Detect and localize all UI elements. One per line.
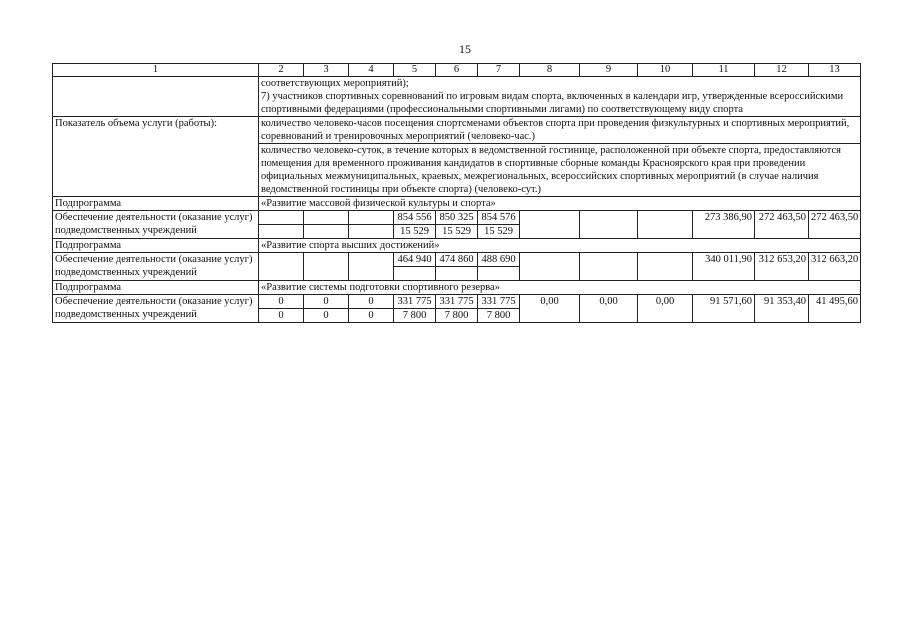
table-row xyxy=(53,144,861,197)
indicator-label: Показатель объема услуги (работы): xyxy=(53,117,259,144)
value-cell xyxy=(638,211,693,239)
value-cell: 7 800 xyxy=(394,309,436,323)
empty-cell xyxy=(478,267,520,281)
value-cell xyxy=(349,211,394,225)
service-label: Обеспечение деятельности (оказание услуг) подведомственных учреждений xyxy=(53,295,259,323)
header-cell: 1 xyxy=(53,64,259,77)
value-cell: 0 xyxy=(259,309,304,323)
value-cell: 331 775 xyxy=(478,295,520,309)
empty-cell xyxy=(53,144,259,197)
value-cell: 312 653,20 xyxy=(755,253,809,281)
header-cell: 12 xyxy=(755,64,809,77)
value-cell: 488 690 xyxy=(478,253,520,267)
header-cell: 7 xyxy=(478,64,520,77)
continuation-text xyxy=(259,77,861,117)
value-cell xyxy=(580,211,638,239)
table-row xyxy=(53,197,861,211)
value-cell xyxy=(259,211,304,225)
value-cell: 0 xyxy=(259,295,304,309)
value-cell: 0,00 xyxy=(638,295,693,323)
value-cell xyxy=(349,225,394,239)
table-row xyxy=(53,281,861,295)
value-cell: 272 463,50 xyxy=(755,211,809,239)
value-cell: 854 576 xyxy=(478,211,520,225)
subprogram-label: Подпрограмма xyxy=(53,197,259,211)
value-cell: 312 663,20 xyxy=(809,253,861,281)
subprogram-label: Подпрограмма xyxy=(53,281,259,295)
subprogram-title: «Развитие системы подготовки спортивного резерва» xyxy=(259,281,861,295)
table-row xyxy=(53,253,861,267)
value-cell: 15 529 xyxy=(478,225,520,239)
header-cell: 2 xyxy=(259,64,304,77)
value-cell: 41 495,60 xyxy=(809,295,861,323)
empty-cell xyxy=(53,77,259,117)
header-cell: 11 xyxy=(693,64,755,77)
service-label: Обеспечение деятельности (оказание услуг) подведомственных учреждений xyxy=(53,211,259,239)
value-cell xyxy=(259,253,304,281)
text-line: соответствующих мероприятий); xyxy=(261,78,409,89)
value-cell: 15 529 xyxy=(394,225,436,239)
value-cell xyxy=(349,253,394,281)
header-cell: 4 xyxy=(349,64,394,77)
value-cell: 331 775 xyxy=(436,295,478,309)
value-cell: 7 800 xyxy=(436,309,478,323)
subprogram-title: «Развитие спорта высших достижений» xyxy=(259,239,861,253)
table-row xyxy=(53,239,861,253)
header-cell: 3 xyxy=(304,64,349,77)
value-cell: 331 775 xyxy=(394,295,436,309)
indicator-text: количество человеко-суток, в течение которых в ведомственной гостинице, расположенной при объекте спорта, предоставляются помещения для временного проживания кандидатов в спортивные сборные команды Красноярского края при проведении официальных межмуниципальных, краевых, межрегиональных, всероссийских спортивных мероприятий (в случае наличия ведомственной гостиницы при объекте спорта) (человеко-сут.) xyxy=(259,144,861,197)
value-cell xyxy=(304,211,349,225)
subprogram-label: Подпрограмма xyxy=(53,239,259,253)
value-cell: 91 353,40 xyxy=(755,295,809,323)
header-cell: 5 xyxy=(394,64,436,77)
value-cell: 850 325 xyxy=(436,211,478,225)
empty-cell xyxy=(394,267,436,281)
value-cell: 464 940 xyxy=(394,253,436,267)
value-cell: 854 556 xyxy=(394,211,436,225)
value-cell: 273 386,90 xyxy=(693,211,755,239)
header-row xyxy=(53,64,861,77)
value-cell: 0,00 xyxy=(520,295,580,323)
value-cell: 272 463,50 xyxy=(809,211,861,239)
value-cell: 7 800 xyxy=(478,309,520,323)
subprogram-title: «Развитие массовой физической культуры и спорта» xyxy=(259,197,861,211)
service-label: Обеспечение деятельности (оказание услуг) подведомственных учреждений xyxy=(53,253,259,281)
empty-cell xyxy=(436,267,478,281)
value-cell: 0,00 xyxy=(580,295,638,323)
value-cell: 340 011,90 xyxy=(693,253,755,281)
value-cell xyxy=(304,253,349,281)
table-row xyxy=(53,211,861,225)
value-cell xyxy=(520,211,580,239)
value-cell: 91 571,60 xyxy=(693,295,755,323)
value-cell xyxy=(259,225,304,239)
header-cell: 13 xyxy=(809,64,861,77)
value-cell xyxy=(580,253,638,281)
value-cell xyxy=(520,253,580,281)
page-number: 15 xyxy=(459,42,471,56)
value-cell xyxy=(304,225,349,239)
table-row xyxy=(53,295,861,309)
text-line: 7) участников спортивных соревнований по игровым видам спорта, включенных в календари игр, утвержденные всероссийскими спортивными федерациями (профессиональными спортивными лигами) по соответствующему виду спорта xyxy=(261,91,844,115)
value-cell: 0 xyxy=(349,295,394,309)
value-cell: 0 xyxy=(349,309,394,323)
header-cell: 6 xyxy=(436,64,478,77)
header-cell: 9 xyxy=(580,64,638,77)
value-cell: 0 xyxy=(304,295,349,309)
table-row xyxy=(53,77,861,117)
indicator-text: количество человеко-часов посещения спортсменами объектов спорта при проведения физкультурных и спортивных мероприятий, соревнований и тренировочных мероприятий (человеко-час.) xyxy=(259,117,861,144)
value-cell: 474 860 xyxy=(436,253,478,267)
header-cell: 8 xyxy=(520,64,580,77)
data-table xyxy=(52,63,861,323)
table-row xyxy=(53,117,861,144)
value-cell: 15 529 xyxy=(436,225,478,239)
header-cell: 10 xyxy=(638,64,693,77)
value-cell xyxy=(638,253,693,281)
value-cell: 0 xyxy=(304,309,349,323)
